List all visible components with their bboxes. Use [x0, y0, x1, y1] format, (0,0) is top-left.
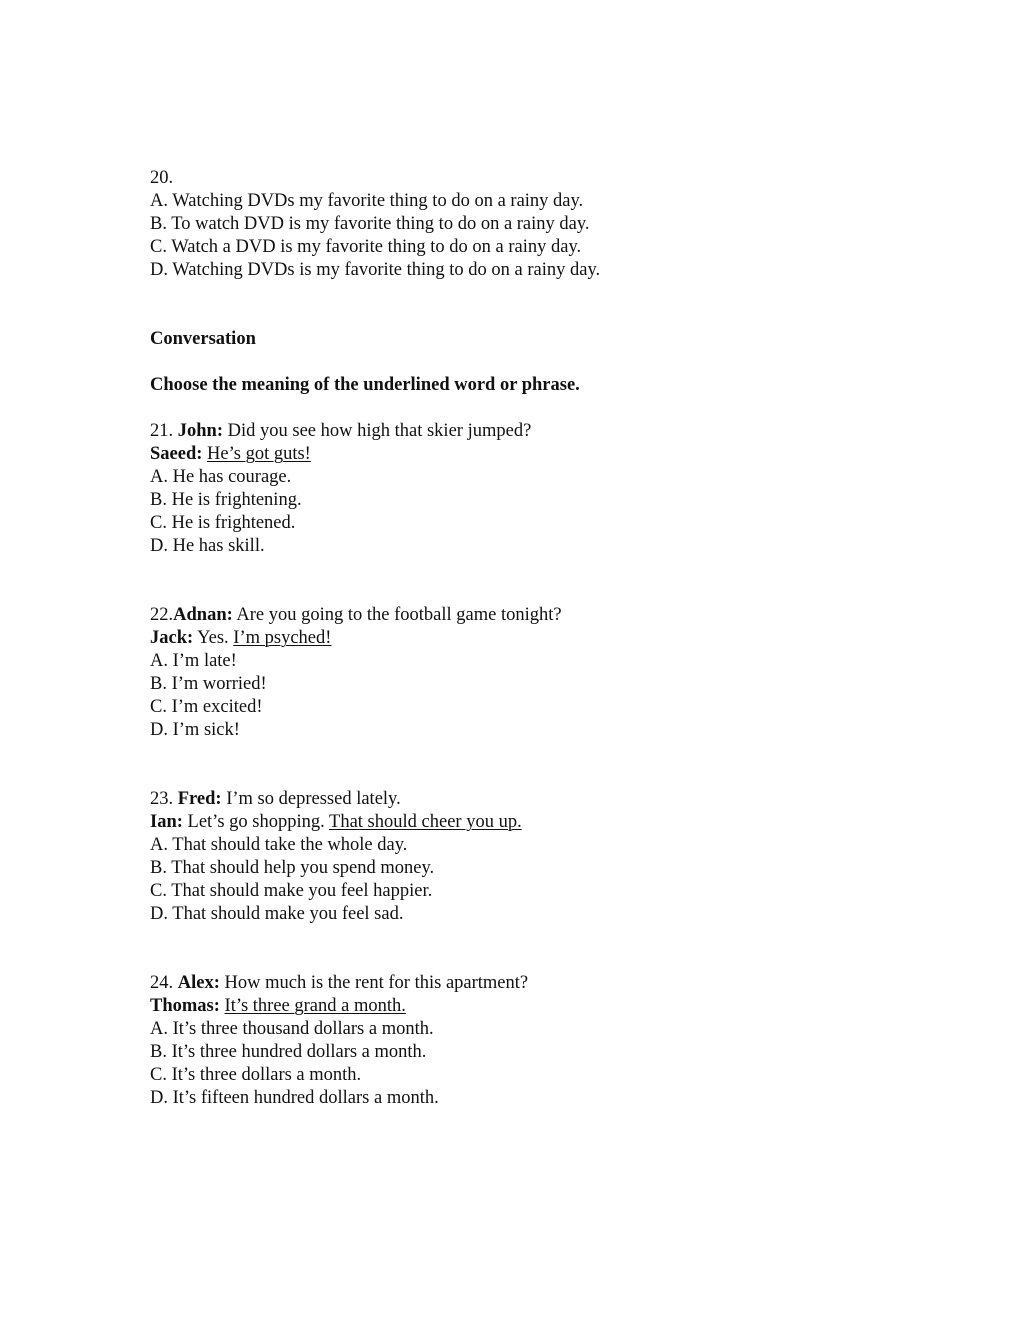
underlined-phrase: It’s three grand a month.: [224, 996, 406, 1016]
speaker-name: Ian:: [150, 812, 183, 832]
option-a: A. It’s three thousand dollars a month.: [150, 1019, 434, 1039]
option-c: C. He is frightened.: [150, 513, 296, 533]
speaker-name: Alex:: [177, 973, 220, 993]
speaker-name: Saeed:: [150, 444, 203, 464]
option-a: A. Watching DVDs my favorite thing to do on a rainy day.: [150, 191, 584, 211]
option-c: C. Watch a DVD is my favorite thing to do on a rainy day.: [150, 237, 582, 257]
question-number: 20.: [150, 168, 174, 188]
section-instruction: Choose the meaning of the underlined word or phrase.: [150, 375, 580, 395]
question-response: [150, 443, 311, 466]
option-b: B. He is frightening.: [150, 490, 302, 510]
option-b: B. That should help you spend money.: [150, 858, 435, 878]
speaker-name: Thomas:: [150, 996, 220, 1016]
dialogue-text: Yes.: [193, 628, 234, 648]
option-b: B. It’s three hundred dollars a month.: [150, 1042, 427, 1062]
option-a: A. That should take the whole day.: [150, 835, 408, 855]
option-c: C. It’s three dollars a month.: [150, 1065, 362, 1085]
option-d: D. That should make you feel sad.: [150, 904, 404, 924]
speaker-name: Fred:: [177, 789, 222, 809]
speaker-name: John:: [177, 421, 223, 441]
dialogue-text: Are you going to the football game tonight?: [232, 605, 562, 625]
dialogue-text: I’m so depressed lately.: [221, 789, 401, 809]
option-d: D. He has skill.: [150, 536, 265, 556]
option-c: C. I’m excited!: [150, 697, 263, 717]
question-number: 21.: [150, 421, 178, 441]
dialogue-text: How much is the rent for this apartment?: [219, 973, 529, 993]
question-prompt: [150, 972, 528, 995]
question-prompt: [150, 604, 562, 627]
option-d: D. I’m sick!: [150, 720, 240, 740]
underlined-phrase: I’m psyched!: [233, 628, 332, 648]
option-a: A. He has courage.: [150, 467, 292, 487]
speaker-name: Adnan:: [173, 605, 233, 625]
speaker-name: Jack:: [150, 628, 194, 648]
question-response: [150, 995, 406, 1018]
question-number: 24.: [150, 973, 178, 993]
option-b: B. I’m worried!: [150, 674, 267, 694]
option-a: A. I’m late!: [150, 651, 237, 671]
option-b: B. To watch DVD is my favorite thing to do on a rainy day.: [150, 214, 590, 234]
question-number: 22.: [150, 605, 174, 625]
option-c: C. That should make you feel happier.: [150, 881, 433, 901]
question-number: 23.: [150, 789, 178, 809]
option-d: D. It’s fifteen hundred dollars a month.: [150, 1088, 439, 1108]
question-prompt: [150, 788, 401, 811]
question-response: [150, 627, 331, 650]
underlined-phrase: That should cheer you up.: [329, 812, 522, 832]
dialogue-text: Let’s go shopping.: [182, 812, 330, 832]
option-d: D. Watching DVDs is my favorite thing to do on a rainy day.: [150, 260, 601, 280]
dialogue-text: Did you see how high that skier jumped?: [223, 421, 532, 441]
underlined-phrase: He’s got guts!: [207, 444, 311, 464]
question-prompt: [150, 420, 531, 443]
question-response: [150, 811, 522, 834]
section-title: Conversation: [150, 329, 256, 349]
